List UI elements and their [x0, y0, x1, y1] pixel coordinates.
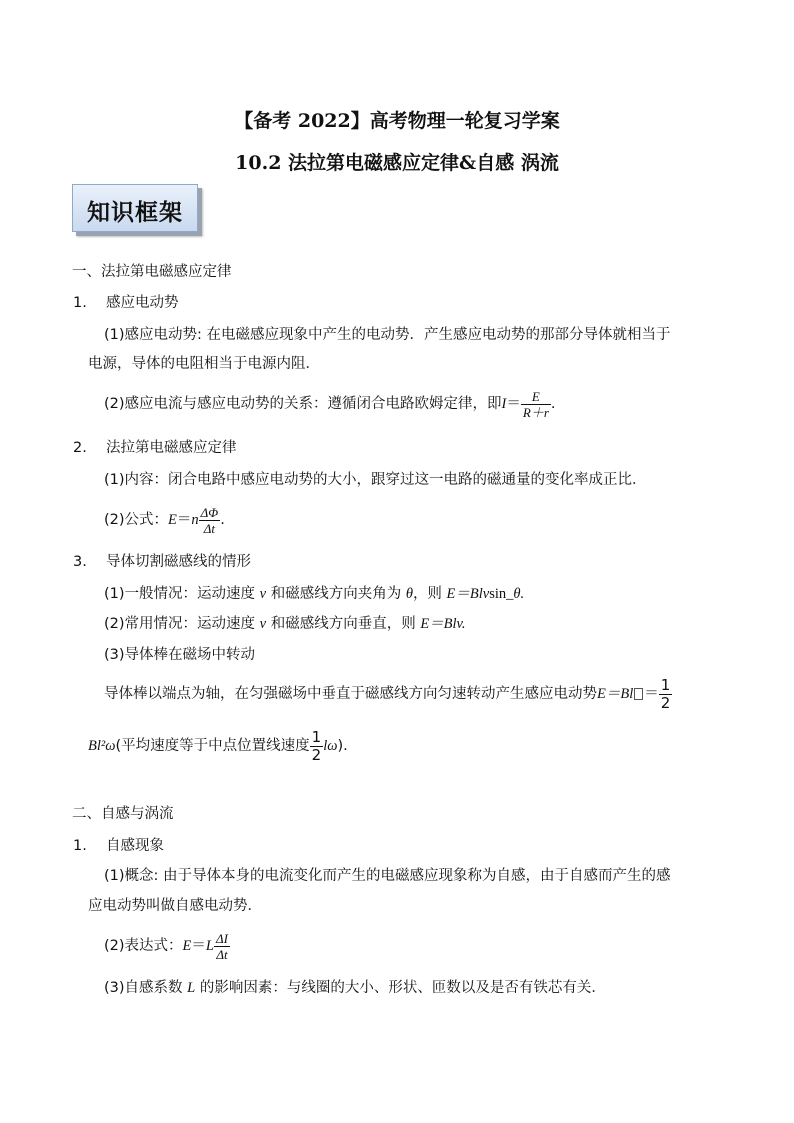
paragraph-text: (3)自感系数: [104, 980, 188, 996]
list-number: 3.: [73, 554, 87, 570]
formula-symbol: θ.: [513, 586, 525, 602]
formula-symbol: θ: [405, 586, 413, 602]
formula-symbol: v: [259, 616, 267, 632]
fraction-denominator: Δt: [214, 946, 230, 962]
paragraph-line: 应电动势叫做自感电动势．: [88, 898, 262, 914]
fraction: [214, 931, 230, 962]
list-title: 导体切割磁感线的情形: [106, 554, 251, 570]
formula-symbol: L: [205, 938, 214, 954]
equals-sign: ＝: [506, 396, 521, 412]
paragraph-text: 导体棒以端点为轴，在匀强磁场中垂直于磁感线方向匀速转动产生感应电动势: [104, 686, 597, 702]
paragraph-text: 和磁感线方向垂直，则: [266, 616, 421, 632]
list-number: 1.: [73, 838, 87, 854]
fraction-numerator: ΔΦ: [200, 504, 219, 520]
fraction-numerator: ΔI: [215, 930, 228, 946]
punctuation: .: [220, 512, 225, 528]
fraction-numerator: 1: [660, 675, 671, 694]
list-title: 法拉第电磁感应定律: [106, 440, 237, 456]
punctuation: .: [550, 396, 556, 412]
knowledge-framework-banner: [72, 184, 198, 232]
list-number: 1.: [73, 295, 87, 311]
list-number: 2.: [73, 440, 87, 456]
document-subtitle: 10.2 法拉第电磁感应定律&自感 涡流: [235, 152, 559, 174]
fraction-numerator: E: [531, 388, 540, 404]
paragraph-text: (2)感应电流与感应电动势的关系：遵循闭合电路欧姆定律，即: [104, 396, 502, 412]
rotation-formula-continuation: [88, 726, 348, 766]
ohm-law-line: [104, 384, 556, 424]
fraction: [521, 389, 551, 420]
paragraph-line: [104, 978, 606, 998]
formula: Bl²ω: [88, 738, 116, 754]
list-title: 自感现象: [106, 838, 164, 854]
formula-symbol: v: [259, 586, 267, 602]
rotation-formula-line: [104, 672, 672, 716]
paragraph-line: (1)感应电动势: 在电磁感应现象中产生的电动势．产生感应电动势的那部分导体就相当于: [104, 327, 671, 343]
document-title: 【备考 2022】高考物理一轮复习学案: [234, 110, 560, 132]
section-heading: 一、法拉第电磁感应定律: [72, 264, 232, 280]
paragraph-text: (2)公式：: [104, 512, 169, 528]
formula-symbol: I: [501, 396, 507, 412]
formula: E＝Blv: [446, 586, 490, 602]
list-title: 感应电动势: [106, 295, 179, 311]
fraction: [659, 677, 673, 712]
formula-symbol: L: [187, 980, 196, 996]
paragraph-text: (1)一般情况：运动速度: [104, 586, 260, 602]
fraction-denominator: R＋r: [522, 404, 549, 420]
paragraph-text: 的影响因素：与线圈的大小、形状、匝数以及是否有铁芯有关．: [195, 980, 606, 996]
punctuation: ).: [337, 738, 348, 754]
formula: lω: [323, 738, 338, 754]
formula: E＝Bl: [597, 686, 634, 702]
paragraph-text: ，则: [412, 586, 447, 602]
paragraph-line: [104, 614, 466, 634]
section-heading: 二、自感与涡流: [72, 806, 174, 822]
formula-symbol: E: [168, 512, 177, 528]
fraction: [310, 729, 324, 764]
faraday-formula-line: [104, 500, 225, 540]
paragraph-text: (2)表达式：: [104, 938, 183, 954]
formula-symbol: E: [182, 938, 192, 954]
paragraph-text: (平均速度等于中点位置线速度: [115, 738, 310, 754]
equals-sign: ＝: [644, 686, 659, 702]
paragraph-text: 和磁感线方向夹角为: [266, 586, 406, 602]
missing-glyph-box: [634, 688, 643, 700]
paragraph-line: (3)导体棒在磁场中转动: [104, 647, 256, 663]
self-inductance-formula-line: [104, 926, 230, 966]
paragraph-text: (2)常用情况：运动速度: [104, 616, 260, 632]
formula-function: sin_: [489, 586, 514, 602]
formula: E＝Blv.: [420, 616, 466, 632]
fraction-denominator: 2: [311, 745, 322, 764]
equals-sign: ＝: [176, 512, 192, 528]
fraction: [199, 505, 221, 536]
fraction-numerator: 1: [311, 727, 322, 746]
equals-sign: ＝: [191, 938, 206, 954]
paragraph-line: (1)概念: 由于导体本身的电流变化而产生的电磁感应现象称为自感，由于自感而产生的感: [104, 868, 671, 884]
banner-label: 知识框架: [87, 200, 183, 226]
paragraph-line: 电源，导体的电阻相当于电源内阻．: [88, 356, 320, 372]
fraction-denominator: 2: [660, 693, 671, 712]
paragraph-line: [104, 584, 524, 604]
formula-symbol: n: [191, 512, 199, 528]
fraction-denominator: Δt: [199, 520, 221, 536]
paragraph-line: (1)内容：闭合电路中感应电动势的大小，跟穿过这一电路的磁通量的变化率成正比．: [104, 472, 647, 488]
